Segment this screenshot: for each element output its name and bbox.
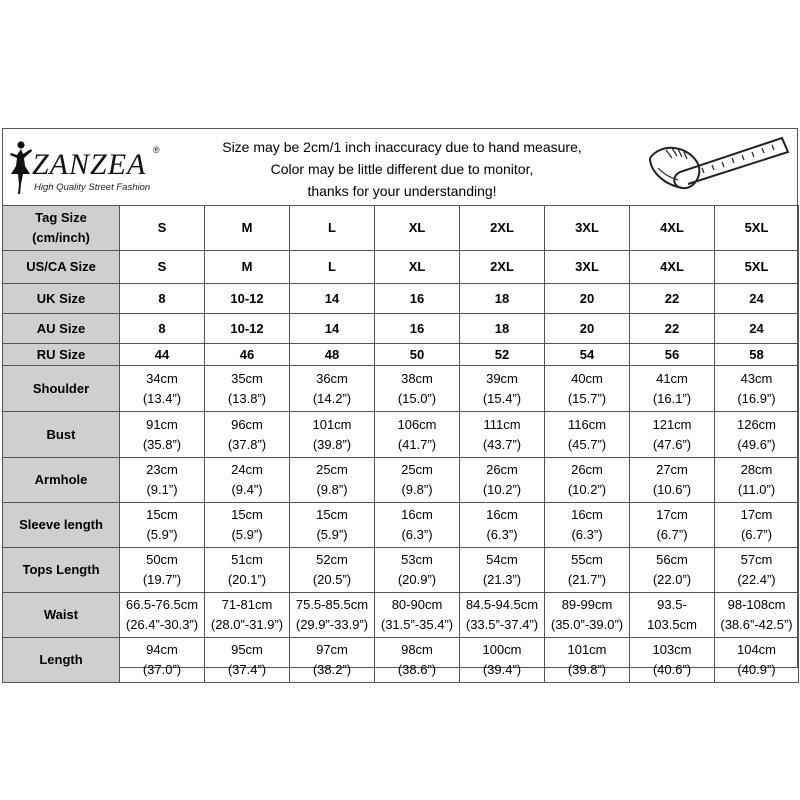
cell-value-secondary: (45.7”) [567,436,607,452]
table-cell: 22 [630,314,715,344]
table-cell: 5XL [715,251,799,284]
table-cell [120,548,205,593]
cell-value-primary: 38cm [401,370,433,386]
table-cell [205,458,290,503]
cell-value-primary: 26cm [486,462,518,477]
cell-value-primary: 15cm [146,507,178,522]
table-cell: 4XL [630,251,715,284]
cell-value-secondary: (13.8”) [227,390,267,406]
cell-value-primary: 43cm [740,370,773,386]
cell-value-secondary: (40.9”) [737,662,776,677]
cell-value-primary: 25cm [316,462,348,477]
table-cell [290,638,375,683]
cell-value-primary: 93.5- [657,597,687,612]
cell-value-primary: 91cm [146,416,178,432]
row-label: RU Size [3,344,120,366]
cell-value-secondary: (9.8”) [316,482,348,497]
table-cell [375,593,460,638]
cell-value-primary: 15cm [231,507,263,522]
row-label: Waist [3,593,120,638]
table-cell [630,593,715,638]
table-cell: 58 [715,344,799,366]
notice-line: Color may be little different due to monitor, [270,161,534,177]
table-cell [460,412,545,458]
cell-value-secondary: (43.7”) [482,436,522,452]
cell-value-secondary: (38.6”) [397,662,437,677]
cell-value-secondary: (20.5”) [312,572,352,587]
cell-value-primary: 98-108cm [727,597,786,612]
row-label: US/CA Size [3,251,120,284]
cell-value-primary: 57cm [740,552,773,567]
table-cell [715,366,799,412]
table-cell [630,366,715,412]
table-cell [120,593,205,638]
table-cell: 50 [375,344,460,366]
table-cell [120,366,205,412]
table-cell [545,366,630,412]
cell-value-primary: 101cm [312,416,352,432]
notice-line: thanks for your understanding! [307,183,497,199]
table-row [3,638,799,683]
row-label: Tag Size (cm/inch) [3,206,120,251]
cell-value-primary: 55cm [571,552,603,567]
table-cell: 48 [290,344,375,366]
cell-value-primary: 28cm [740,462,773,477]
cell-value-secondary: (9.4”) [231,482,263,497]
table-cell [460,593,545,638]
cell-value-secondary: (21.3”) [482,572,522,587]
row-label: Bust [3,412,120,458]
table-cell: L [290,251,375,284]
cell-value-secondary: (21.7”) [567,572,607,587]
cell-value-secondary: (10.6”) [652,482,692,497]
table-cell [545,412,630,458]
cell-value-secondary: (41.7”) [397,436,437,452]
table-cell [290,548,375,593]
table-cell [205,638,290,683]
table-cell [715,503,799,548]
table-cell [460,503,545,548]
table-cell: M [205,206,290,251]
table-cell: 16 [375,314,460,344]
cell-value-primary: 54cm [486,552,518,567]
size-table [2,205,799,683]
table-cell: 8 [120,284,205,314]
cell-value-secondary: (15.0”) [397,390,437,406]
table-cell [460,638,545,683]
table-cell: 46 [205,344,290,366]
cell-value-secondary: (26.4”-30.3”) [125,617,199,632]
cell-value-primary: 66.5-76.5cm [125,597,199,612]
cell-value-primary: 35cm [231,370,263,386]
table-cell [545,503,630,548]
table-row [3,314,799,344]
cell-value-primary: 121cm [652,416,692,432]
table-cell: L [290,206,375,251]
cell-value-secondary: (10.2”) [482,482,522,497]
table-cell [375,638,460,683]
row-label: Shoulder [3,366,120,412]
cell-value-secondary: (38.6”-42.5”) [720,617,793,632]
cell-value-primary: 16cm [401,507,433,522]
cell-value-primary: 97cm [316,642,348,657]
table-cell [630,548,715,593]
measurement-notice [172,136,632,202]
cell-value-secondary: (5.9”) [146,527,178,542]
cell-value-primary: 52cm [316,552,348,567]
table-cell [205,548,290,593]
table-cell: 24 [715,284,799,314]
cell-value-primary: 15cm [316,507,348,522]
table-cell [205,503,290,548]
table-cell [120,412,205,458]
cell-value-secondary: (38.2”) [312,662,352,677]
table-cell [460,366,545,412]
table-row [3,412,799,458]
table-cell [715,638,799,683]
table-cell [375,458,460,503]
table-row [3,548,799,593]
table-cell [545,638,630,683]
table-cell [630,503,715,548]
table-cell: S [120,206,205,251]
cell-value-primary: 17cm [656,507,688,522]
cell-value-secondary: (6.3”) [401,527,433,542]
cell-value-primary: 40cm [571,370,603,386]
row-label: Armhole [3,458,120,503]
cell-value-primary: 103cm [652,642,692,657]
cell-value-secondary: (9.8”) [401,482,433,497]
table-cell [290,503,375,548]
cell-value-secondary: (6.7”) [656,527,688,542]
cell-value-primary: 26cm [571,462,603,477]
table-cell: 24 [715,314,799,344]
notice-line: Size may be 2cm/1 inch inaccuracy due to hand measure, [222,139,582,155]
table-cell: 14 [290,284,375,314]
table-cell: XL [375,251,460,284]
cell-value-secondary: (40.6”) [652,662,692,677]
cell-value-primary: 94cm [146,642,178,657]
cell-value-secondary: (14.2”) [312,390,352,406]
cell-value-primary: 36cm [316,370,348,386]
table-cell [545,458,630,503]
cell-value-secondary: (31.5”-35.4”) [380,617,454,632]
table-cell: 3XL [545,206,630,251]
cell-value-secondary: (13.4”) [142,390,182,406]
cell-value-secondary: (22.4”) [737,572,776,587]
row-label: UK Size [3,284,120,314]
cell-value-secondary: 103.5cm [647,617,697,632]
table-cell [715,412,799,458]
table-cell [630,412,715,458]
table-cell [290,366,375,412]
table-cell: 3XL [545,251,630,284]
cell-value-secondary: (6.3”) [486,527,518,542]
cell-value-primary: 75.5-85.5cm [295,597,369,612]
table-row [3,458,799,503]
cell-value-primary: 16cm [571,507,603,522]
table-cell: 20 [545,314,630,344]
table-cell: 10-12 [205,284,290,314]
cell-value-secondary: (22.0”) [652,572,692,587]
table-cell: M [205,251,290,284]
cell-value-secondary: (6.3”) [571,527,603,542]
row-label: AU Size [3,314,120,344]
brand-tagline: High Quality Street Fashion [34,182,151,193]
cell-value-secondary: (49.6”) [737,436,776,452]
table-cell: 52 [460,344,545,366]
cell-value-secondary: (19.7”) [142,572,182,587]
measuring-tape-icon [642,132,792,198]
cell-value-primary: 111cm [483,416,521,432]
cell-value-secondary: (20.1”) [227,572,267,587]
cell-value-primary: 116cm [567,416,607,432]
cell-value-secondary: (20.9”) [397,572,437,587]
cell-value-primary: 27cm [656,462,688,477]
table-cell: 18 [460,314,545,344]
cell-value-primary: 17cm [740,507,773,522]
table-cell [120,503,205,548]
cell-value-secondary: (16.1”) [652,390,692,406]
table-row [3,284,799,314]
cell-value-secondary: (35.8”) [142,436,182,452]
cell-value-secondary: (39.4”) [482,662,522,677]
dancer-silhouette-icon [8,140,34,196]
cell-value-primary: 89-99cm [561,597,613,612]
brand-logo [4,140,174,196]
table-cell [205,412,290,458]
cell-value-primary: 98cm [401,642,433,657]
table-cell: 18 [460,284,545,314]
table-cell: XL [375,206,460,251]
table-cell [545,548,630,593]
table-cell: 4XL [630,206,715,251]
brand-name: ZANZEA [32,148,147,181]
table-cell [460,548,545,593]
table-row [3,251,799,284]
cell-value-primary: 101cm [567,642,607,657]
table-cell: 10-12 [205,314,290,344]
table-cell [715,593,799,638]
table-cell: 54 [545,344,630,366]
cell-value-primary: 56cm [656,552,688,567]
cell-value-secondary: (6.7”) [740,527,773,542]
cell-value-primary: 51cm [231,552,263,567]
table-cell [630,638,715,683]
table-cell [375,412,460,458]
table-cell [290,458,375,503]
table-cell [630,458,715,503]
cell-value-secondary: (5.9”) [316,527,348,542]
cell-value-secondary: (39.8”) [567,662,607,677]
table-cell [120,638,205,683]
cell-value-primary: 95cm [231,642,263,657]
table-cell [290,593,375,638]
cell-value-secondary: (28.0”-31.9”) [210,617,284,632]
cell-value-primary: 34cm [146,370,178,386]
cell-value-secondary: (39.8”) [312,436,352,452]
row-label: Length [3,638,120,683]
chart-header [2,128,798,205]
cell-value-primary: 96cm [231,416,263,432]
cell-value-primary: 100cm [482,642,522,657]
cell-value-secondary: (15.7”) [567,390,607,406]
table-cell [715,548,799,593]
row-label: Tops Length [3,548,120,593]
cell-value-primary: 41cm [656,370,688,386]
cell-value-primary: 84.5-94.5cm [465,597,539,612]
table-cell [205,593,290,638]
table-cell [375,503,460,548]
cell-value-secondary: (35.0”-39.0”) [550,617,624,632]
table-row [3,366,799,412]
table-cell: 2XL [460,251,545,284]
cell-value-secondary: (10.2”) [567,482,607,497]
cell-value-secondary: (37.4”) [227,662,267,677]
cell-value-primary: 104cm [736,642,777,657]
cell-value-secondary: (9.1”) [146,482,178,497]
cell-value-primary: 50cm [146,552,178,567]
table-row [3,593,799,638]
table-cell [290,412,375,458]
table-row [3,206,799,251]
registered-mark: ® [153,145,160,155]
cell-value-secondary: (16.9”) [737,390,776,406]
table-cell: 20 [545,284,630,314]
table-cell: 5XL [715,206,799,251]
table-cell: S [120,251,205,284]
table-cell: 44 [120,344,205,366]
table-cell: 16 [375,284,460,314]
cell-value-primary: 39cm [486,370,518,386]
cell-value-secondary: (37.8”) [227,436,267,452]
cell-value-primary: 53cm [401,552,433,567]
cell-value-secondary: (11.0”) [737,482,776,497]
cell-value-primary: 71-81cm [221,597,273,612]
table-cell: 2XL [460,206,545,251]
table-cell: 56 [630,344,715,366]
table-cell [120,458,205,503]
table-cell [375,548,460,593]
table-cell [460,458,545,503]
cell-value-primary: 16cm [486,507,518,522]
table-cell: 22 [630,284,715,314]
table-cell [375,366,460,412]
table-cell [715,458,799,503]
cell-value-secondary: (5.9”) [231,527,263,542]
cell-value-secondary: (29.9”-33.9”) [295,617,369,632]
table-cell [205,366,290,412]
table-cell: 8 [120,314,205,344]
cell-value-primary: 126cm [736,416,777,432]
table-row [3,503,799,548]
cell-value-primary: 106cm [397,416,437,432]
table-row [3,344,799,366]
table-cell: 14 [290,314,375,344]
table-cell [545,593,630,638]
cell-value-secondary: (33.5”-37.4”) [465,617,539,632]
cell-value-primary: 80-90cm [391,597,443,612]
cell-value-secondary: (15.4”) [482,390,522,406]
row-label: Sleeve length [3,503,120,548]
cell-value-secondary: (37.0”) [142,662,182,677]
cell-value-primary: 25cm [401,462,433,477]
cell-value-primary: 24cm [231,462,263,477]
cell-value-secondary: (47.6”) [652,436,692,452]
cell-value-primary: 23cm [146,462,178,477]
